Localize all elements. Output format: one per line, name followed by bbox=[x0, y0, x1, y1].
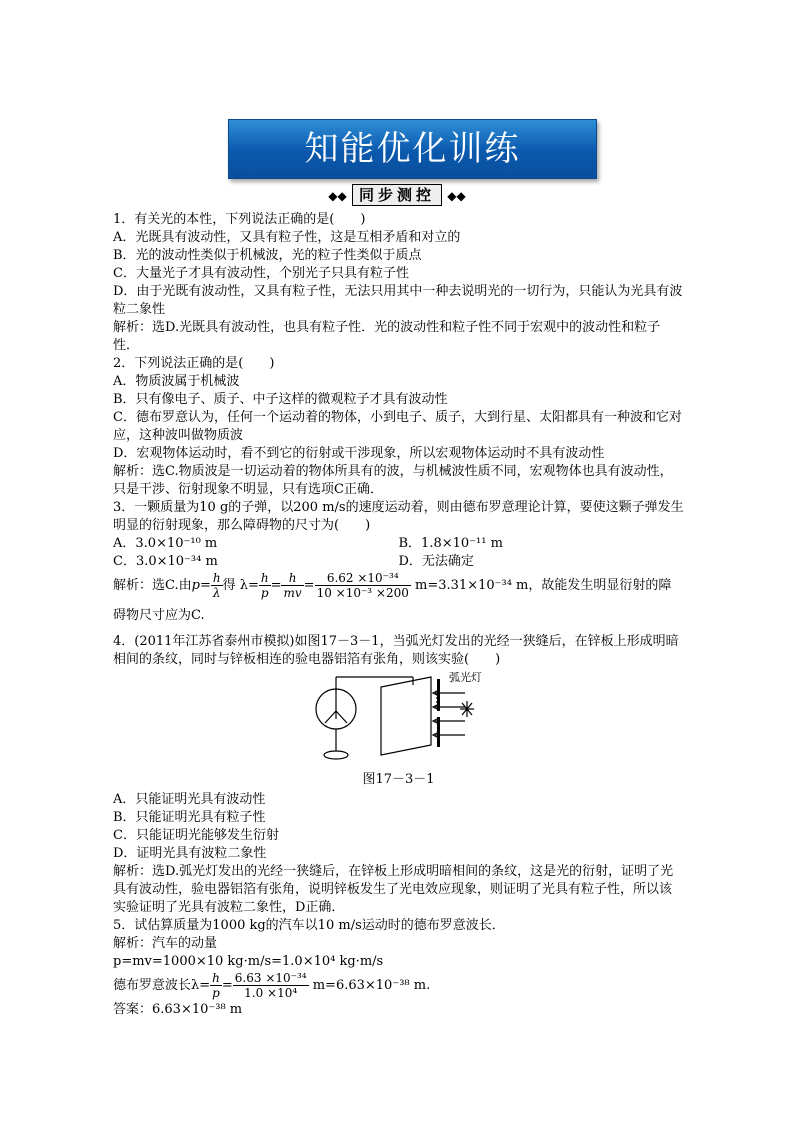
q4-analysis: 解析：选D.弧光灯发出的光经一狭缝后，在锌板上形成明暗相间的条纹，这是光的衍射，证明了光具有波动性，验电器铝箔有张角，说明锌板发生了光电效应现象，则证明了光具有粒子性，所以该实验证明了光具有波粒二象性，D正确． bbox=[113, 864, 674, 915]
q3-analysis: 解析：选C.由p= $\frac{h}{\lambda}$ 得 λ= $\frac{h}{p}$ = $\frac{h}{mv}$ = $\frac{\text{6.62 ×10⁻³⁴}}{\text{10 ×10⁻³ ×200}}$ m=3.31×10⁻³⁴ m，故能发生明显衍射的障碍物尺寸应为C. bbox=[113, 571, 672, 623]
q4-option-d: D．证明光具有波粒二象性 bbox=[113, 846, 267, 861]
q1-analysis: 解析：选D.光既具有波动性，也具有粒子性．光的波动性和粒子性不同于宏观中的波动性和粒子性． bbox=[113, 320, 661, 353]
q3-option-c: C．3.0×10⁻³⁴ m bbox=[113, 554, 218, 569]
section-header bbox=[0, 184, 794, 206]
q1-option-d: D．由于光既有波动性，又具有粒子性，无法只用其中一种去说明光的一切行为，只能认为光具有波粒二象性 bbox=[113, 284, 683, 317]
exercise-content bbox=[113, 211, 684, 1019]
q2-stem: 2．下列说法正确的是( ) bbox=[113, 356, 275, 371]
q1-stem: 1．有关光的本性，下列说法正确的是( ) bbox=[113, 212, 366, 227]
figure-caption: 图17－3－1 bbox=[362, 772, 435, 787]
q5-answer: 答案：6.63×10⁻³⁸ m bbox=[113, 1002, 243, 1017]
q4-option-c: C．只能证明光能够发生衍射 bbox=[113, 828, 279, 843]
figure-experiment bbox=[113, 671, 684, 771]
q5-momentum: p=mv=1000×10 kg·m/s=1.0×10⁴ kg·m/s bbox=[113, 954, 384, 969]
q4-option-b: B．只能证明光具有粒子性 bbox=[113, 810, 266, 825]
q5-wavelength: 德布罗意波长λ= $\frac{h}{p}$ = $\frac{\text{6.63 ×10⁻³⁴}}{\text{1.0 ×10⁴}}$ m=6.63×10⁻³⁸ m. bbox=[113, 971, 431, 1000]
q5-stem: 5．试估算质量为1000 kg的汽车以10 m/s运动时的德布罗意波长． bbox=[113, 918, 505, 933]
q4-option-a: A．只能证明光具有波动性 bbox=[113, 792, 266, 807]
q4-stem: 4．(2011年江苏省泰州市模拟)如图17－3－1，当弧光灯发出的光经一狭缝后，在锌板上形成明暗相间的条纹，同时与锌板相连的验电器铝箔有张角，则该实验( ) bbox=[113, 634, 679, 667]
q3-option-d: D．无法确定 bbox=[398, 554, 474, 569]
q1-option-c: C．大量光子才具有波动性，个别光子只具有粒子性 bbox=[113, 266, 409, 281]
banner-title: 知能优化训练 bbox=[228, 119, 597, 179]
q2-option-a: A．物质波属于机械波 bbox=[113, 374, 240, 389]
experiment-diagram bbox=[113, 671, 684, 771]
diamond-icon: ◆◆ bbox=[447, 188, 466, 203]
section-label: 同步测控 bbox=[352, 184, 442, 206]
q2-analysis: 解析：选C.物质波是一切运动着的物体所具有的波，与机械波性质不同，宏观物体也具有波动性，只是干涉、衍射现象不明显，只有选项C正确． bbox=[113, 464, 673, 497]
q3-option-b: B．1.8×10⁻¹¹ m bbox=[398, 536, 503, 551]
q3-option-a: A．3.0×10⁻¹⁰ m bbox=[113, 536, 218, 551]
lamp-label: 弧光灯 bbox=[449, 671, 482, 684]
q1-option-a: A．光既具有波动性，又具有粒子性，这是互相矛盾和对立的 bbox=[113, 230, 461, 245]
q1-option-b: B．光的波动性类似于机械波，光的粒子性类似于质点 bbox=[113, 248, 422, 263]
q3-stem: 3．一颗质量为10 g的子弹，以200 m/s的速度运动着，则由德布罗意理论计算，要使这颗子弹发生明显的衍射现象，那么障碍物的尺寸为( ) bbox=[113, 500, 684, 533]
q2-option-b: B．只有像电子、质子、中子这样的微观粒子才具有波动性 bbox=[113, 392, 448, 407]
q2-option-c: C．德布罗意认为，任何一个运动着的物体，小到电子、质子，大到行星、太阳都具有一种波和它对应，这种波叫做物质波 bbox=[113, 410, 682, 443]
q5-analysis: 解析：汽车的动量 bbox=[113, 936, 218, 951]
q2-option-d: D．宏观物体运动时，看不到它的衍射或干涉现象，所以宏观物体运动时不具有波动性 bbox=[113, 446, 605, 461]
diamond-icon: ◆◆ bbox=[328, 188, 347, 203]
